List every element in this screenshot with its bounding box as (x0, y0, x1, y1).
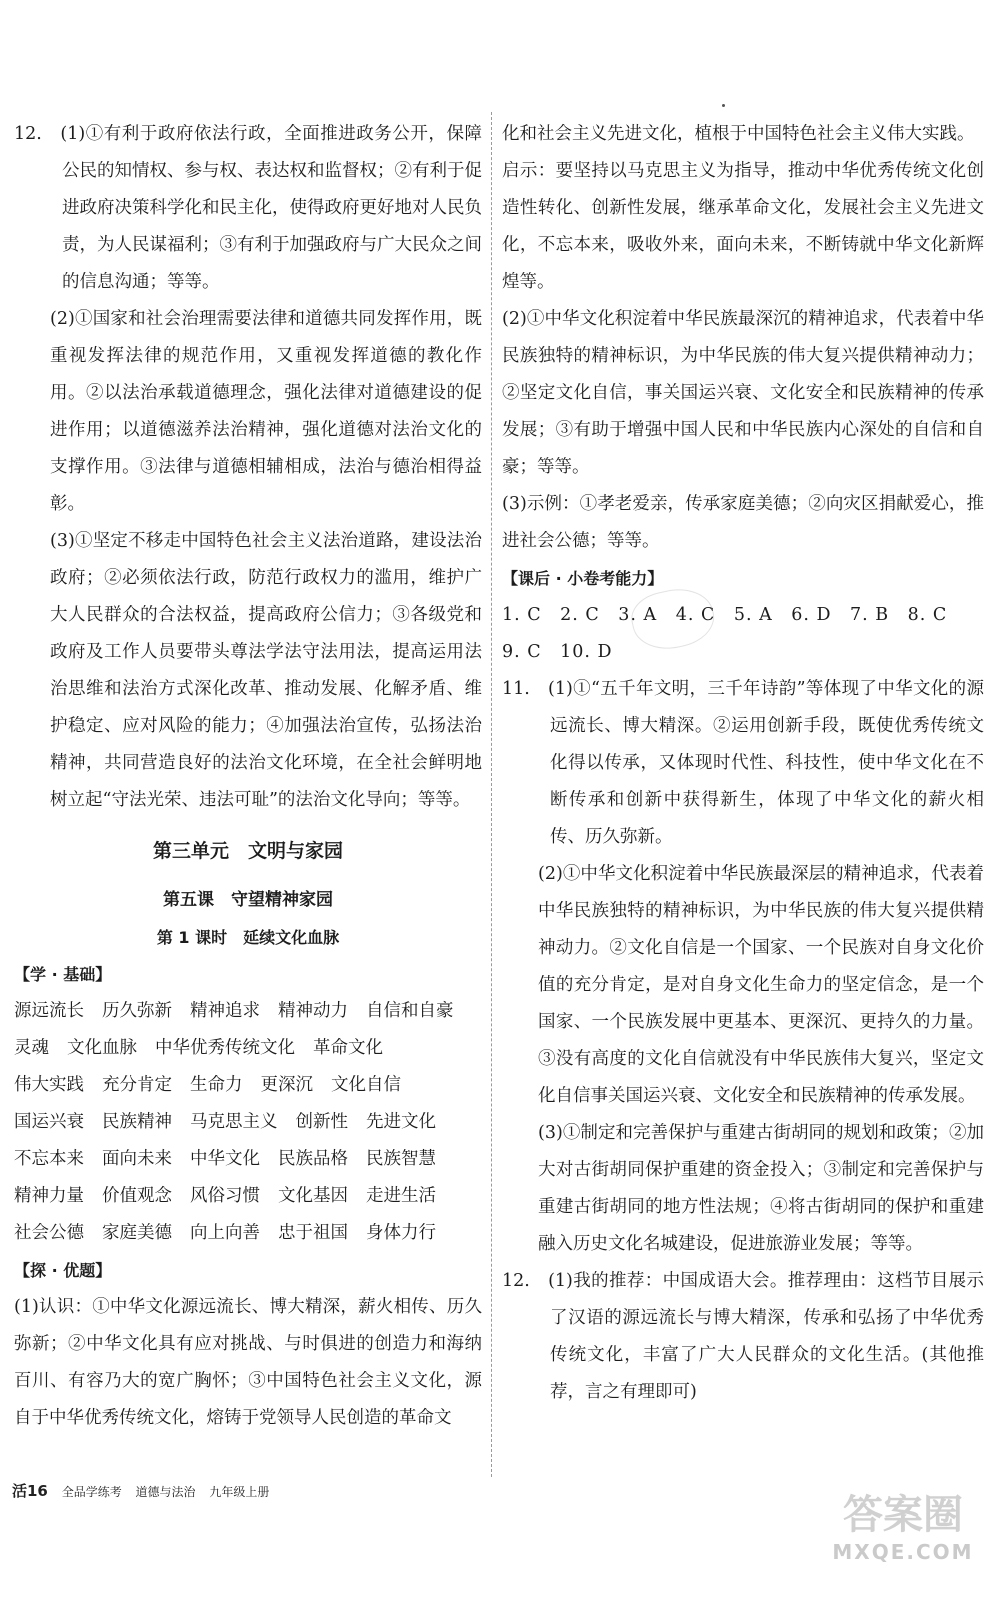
series-name: 全品学练考 (61, 1485, 122, 1499)
multiple-choice-answers-1: 1. C 2. C 3. A 4. C 5. A 6. D 7. B 8. C (502, 605, 948, 625)
keyword: 社会公德 (14, 1223, 84, 1243)
section-explore-heading: 【探 · 优题】 (14, 1261, 112, 1280)
keyword: 精神动力 (278, 1001, 348, 1021)
keyword-row (14, 1030, 482, 1067)
left-q12-part3: (3)①坚定不移走中国特色社会主义法治道路，建设法治政府；②必须依法行政，防范行政权力的滥用，维护广大人民群众的合法权益，提高政府公信力；③各级党和政府及工作人员要带头尊法学法守法用法，提高运用法治思维和法治方式深化改革、推动发展、化解矛盾、维护稳定、应对风险的能力；④加强法治宣传，弘扬法治精神，共同营造良好的法治文化环境，在全社会鲜明地树立起“守法光荣、违法可耻”的法治文化导向；等等。 (50, 531, 482, 810)
keyword: 更深沉 (260, 1075, 313, 1095)
lesson-title: 第五课 守望精神家园 (163, 890, 333, 910)
keyword: 马克思主义 (190, 1112, 278, 1132)
keyword: 不忘本来 (14, 1149, 84, 1169)
explore-answer-1-continued: 化和社会主义先进文化，植根于中国特色社会主义伟大实践。 (502, 124, 975, 144)
page-footer (12, 1480, 279, 1501)
keyword: 文化血脉 (67, 1038, 137, 1058)
keyword: 革命文化 (313, 1038, 383, 1058)
left-q12-part2: (2)①国家和社会治理需要法律和道德共同发挥作用，既重视发挥法律的规范作用，又重视发挥道德的教化作用。②以法治承载道德理念，强化法律对道德建设的促进作用；以道德滋养法治精神，强化道德对法治文化的支撑作用。③法律与道德相辅相成，法治与德治相得益彰。 (50, 309, 482, 514)
keyword: 面向未来 (102, 1149, 172, 1169)
keyword: 精神追求 (190, 1001, 260, 1021)
right-q11-part3: (3)①制定和完善保护与重建古街胡同的规划和政策；②加大对古街胡同保护重建的资金投入；③制定和完善保护与重建古街胡同的地方性法规；④将古街胡同的保护和重建融入历史文化名城建设，促进旅游业发展；等等。 (538, 1123, 984, 1254)
explore-answer-3: (3)示例：①孝老爱亲，传承家庭美德；②向灾区捐献爱心，推进社会公德；等等。 (502, 494, 984, 551)
right-q11-part1: 11. (1)①“五千年文明，三千年诗韵”等体现了中华文化的源远流长、博大精深。②运用创新手段，既使优秀传统文化得以传承，又体现时代性、科技性，使中华文化在不断传承和创新中获得新生，体现了中华文化的薪火相传、历久弥新。 (502, 679, 984, 847)
keyword-row (14, 1215, 482, 1252)
keyword: 民族智慧 (366, 1149, 436, 1169)
keyword: 风俗习惯 (190, 1186, 260, 1206)
keyword: 走进生活 (366, 1186, 436, 1206)
page-number: 活16 (12, 1482, 48, 1500)
grade-name: 九年级上册 (209, 1485, 270, 1499)
watermark-logo (828, 1490, 978, 1590)
keyword-row (14, 1067, 482, 1104)
unit-title: 第三单元 文明与家园 (152, 840, 343, 862)
keyword: 灵魂 (14, 1038, 49, 1058)
keyword-row (14, 1141, 482, 1178)
keyword: 向上向善 (190, 1223, 260, 1243)
keyword: 忠于祖国 (278, 1223, 348, 1243)
keyword: 中华文化 (190, 1149, 260, 1169)
keyword: 源远流长 (14, 1001, 84, 1021)
keyword: 身体力行 (366, 1223, 436, 1243)
keyword: 伟大实践 (14, 1075, 84, 1095)
explore-enlightenment: 启示：要坚持以马克思主义为指导，推动中华优秀传统文化创造性转化、创新性发展，继承革命文化，发展社会主义先进文化，不忘本来，吸收外来，面向未来，不断铸就中华文化新辉煌等。 (502, 161, 984, 292)
multiple-choice-answers-2: 9. C 10. D (502, 642, 613, 662)
section-basic-heading: 【学 · 基础】 (14, 965, 112, 984)
column-divider (491, 112, 492, 1477)
right-q12-part1: 12. (1)我的推荐：中国成语大会。推荐理由：这档节目展示了汉语的源远流长与博大精深，传承和弘扬了中华优秀传统文化，丰富了广大人民群众的文化生活。(其他推荐，言之有理即可) (502, 1271, 984, 1402)
subject-name: 道德与法治 (135, 1485, 196, 1499)
keyword: 充分肯定 (102, 1075, 172, 1095)
keyword: 精神力量 (14, 1186, 84, 1206)
keyword: 中华优秀传统文化 (155, 1038, 295, 1058)
period-title: 第 1 课时 延续文化血脉 (156, 928, 340, 947)
right-column (502, 116, 984, 1411)
explore-answer-2: (2)①中华文化积淀着中华民族最深沉的精神追求，代表着中华民族独特的精神标识，为中华民族的伟大复兴提供精神动力；②坚定文化自信，事关国运兴衰、文化安全和民族精神的传承发展；③有助于增强中国人民和中华民族内心深处的自信和自豪；等等。 (502, 309, 984, 477)
section-after-class-heading: 【课后 · 小卷考能力】 (502, 569, 664, 588)
watermark-url: MXQE.COM (832, 1540, 974, 1564)
keyword: 文化基因 (278, 1186, 348, 1206)
keyword: 文化自信 (331, 1075, 401, 1095)
keyword-row (14, 1178, 482, 1215)
keyword: 先进文化 (366, 1112, 436, 1132)
keyword-row (14, 1104, 482, 1141)
left-q12-part1: 12. (1)①有利于政府依法行政，全面推进政务公开，保障公民的知情权、参与权、表达权和监督权；②有利于促进政府决策科学化和民主化，使得政府更好地对人民负责，为人民谋福利；③有利于加强政府与广大民众之间的信息沟通；等等。 (14, 124, 482, 292)
keyword: 民族精神 (102, 1112, 172, 1132)
scan-dot (722, 104, 725, 107)
keyword: 民族品格 (278, 1149, 348, 1169)
keyword-list (14, 993, 482, 1252)
explore-answer-1: (1)认识：①中华文化源远流长、博大精深，薪火相传、历久弥新；②中华文化具有应对挑战、与时俱进的创造力和海纳百川、有容乃大的宽广胸怀；③中国特色社会主义文化，源自于中华优秀传统文化，熔铸于党领导人民创造的革命文 (14, 1297, 482, 1428)
keyword: 创新性 (295, 1112, 348, 1132)
left-column (14, 116, 482, 1437)
keyword: 历久弥新 (102, 1001, 172, 1021)
keyword: 生命力 (190, 1075, 243, 1095)
right-q11-part2: (2)①中华文化积淀着中华民族最深层的精神追求，代表着中华民族独特的精神标识，为中华民族的伟大复兴提供精神动力。②文化自信是一个国家、一个民族对自身文化价值的充分肯定，是对自身文化生命力的坚定信念，是一个国家、一个民族发展中更基本、更深沉、更持久的力量。③没有高度的文化自信就没有中华民族伟大复兴，坚定文化自信事关国运兴衰、文化安全和民族精神的传承发展。 (538, 864, 984, 1106)
keyword: 价值观念 (102, 1186, 172, 1206)
keyword: 自信和自豪 (366, 1001, 454, 1021)
keyword-row (14, 993, 482, 1030)
keyword: 家庭美德 (102, 1223, 172, 1243)
watermark-text: 答案圈 (843, 1492, 963, 1538)
keyword: 国运兴衰 (14, 1112, 84, 1132)
